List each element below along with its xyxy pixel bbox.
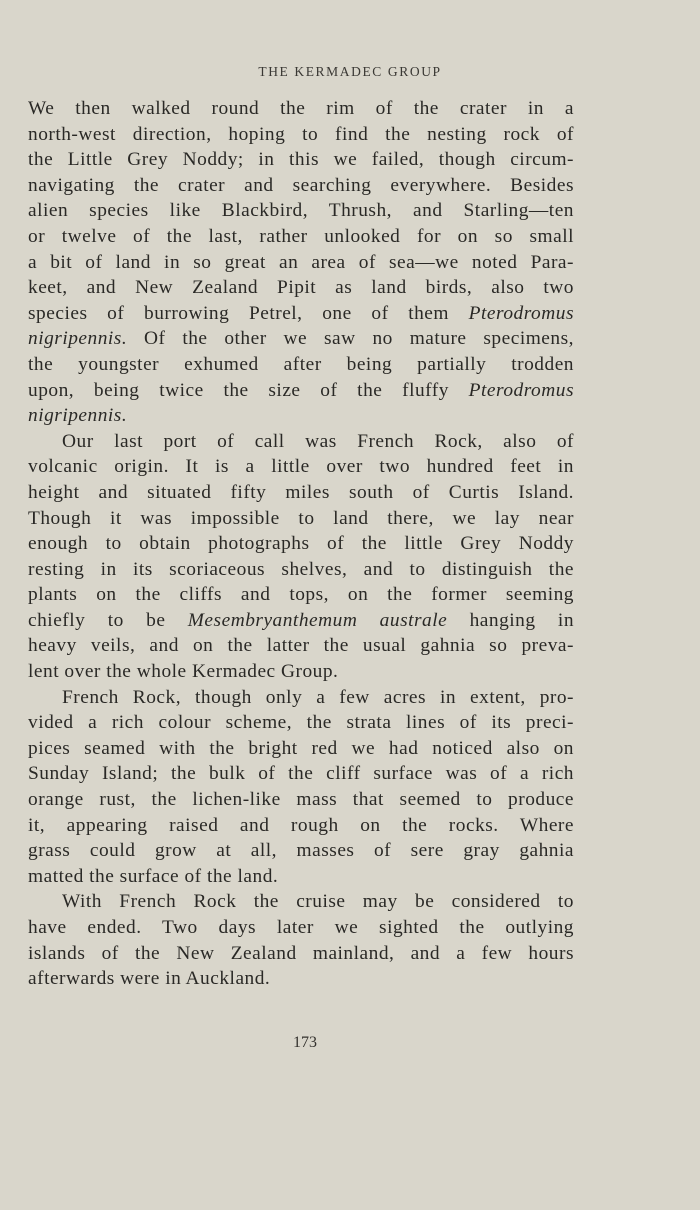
text-segment: lent over the whole Kermadec Group. <box>28 661 339 683</box>
text-line <box>28 224 574 250</box>
text-segment: Our last port of call was French Rock, also of <box>62 430 574 452</box>
italic-text: nigripennis. <box>28 328 128 350</box>
text-segment: navigating the crater and searching everywhere. Besides <box>28 174 574 196</box>
paragraph <box>28 429 574 685</box>
text-line <box>28 480 574 506</box>
text-line <box>28 761 574 787</box>
text-line <box>28 301 574 327</box>
text-segment: enough to obtain photographs of the little Grey Noddy <box>28 533 574 555</box>
text-line <box>28 147 574 173</box>
italic-text: Pterodromus <box>468 379 574 401</box>
text-segment: afterwards were in Auckland. <box>28 968 271 990</box>
text-line <box>28 966 574 992</box>
text-line <box>28 454 574 480</box>
text-line <box>28 736 574 762</box>
text-segment: vided a rich colour scheme, the strata lines of its preci- <box>28 712 574 734</box>
paragraph <box>28 889 574 991</box>
text-line <box>28 198 574 224</box>
text-line <box>28 813 574 839</box>
italic-text: nigripennis. <box>28 405 128 427</box>
text-segment: keet, and New Zealand Pipit as land birds, also two <box>28 277 574 299</box>
text-segment: north-west direction, hoping to find the nesting rock of <box>28 123 574 145</box>
text-segment: alien species like Blackbird, Thrush, and Starling—ten <box>28 200 574 222</box>
text-segment: islands of the New Zealand mainland, and a few hours <box>28 942 574 964</box>
text-segment: chiefly to be <box>28 609 188 631</box>
text-line <box>28 250 574 276</box>
text-segment: matted the surface of the land. <box>28 865 279 887</box>
paragraph <box>28 685 574 890</box>
text-line <box>28 403 574 429</box>
text-line <box>28 685 574 711</box>
text-line <box>28 787 574 813</box>
text-line <box>28 889 574 915</box>
text-segment: have ended. Two days later we sighted the outlying <box>28 917 574 938</box>
text-segment: Though it was impossible to land there, we lay near <box>28 507 574 529</box>
paragraph <box>28 96 574 429</box>
text-line <box>28 864 574 890</box>
text-line <box>28 608 574 634</box>
text-segment: the Little Grey Noddy; in this we failed, though circum- <box>28 149 574 171</box>
text-segment: the youngster exhumed after being partially trodden <box>28 353 574 375</box>
text-segment: a bit of land in so great an area of sea—we noted Para- <box>28 251 574 273</box>
text-segment: Of the other we saw no mature specimens, <box>127 328 574 350</box>
text-line <box>28 96 574 122</box>
page-number: 173 <box>293 1034 317 1051</box>
text-line <box>28 531 574 557</box>
body-text <box>28 96 574 992</box>
text-segment: Sunday Island; the bulk of the cliff surface was of a rich <box>28 763 574 785</box>
text-line <box>28 633 574 659</box>
text-line <box>28 582 574 608</box>
text-line <box>28 915 574 941</box>
text-segment: it, appearing raised and rough on the rocks. Where <box>28 814 574 836</box>
text-segment: hanging in <box>447 609 575 631</box>
text-segment: We then walked round the rim of the crater in a <box>28 98 574 119</box>
text-line <box>28 710 574 736</box>
text-line <box>28 326 574 352</box>
text-segment: upon, being twice the size of the fluffy <box>28 379 469 401</box>
italic-text: Pterodromus <box>468 302 574 324</box>
text-line <box>28 173 574 199</box>
italic-text: Mesembryanthemum australe <box>187 609 448 631</box>
text-segment: With French Rock the cruise may be considered to <box>62 891 574 913</box>
text-line <box>28 659 574 685</box>
text-segment: volcanic origin. It is a little over two hundred feet in <box>28 456 574 478</box>
text-segment: plants on the cliffs and tops, on the former seeming <box>28 584 574 606</box>
text-line <box>28 275 574 301</box>
text-line <box>28 506 574 532</box>
text-segment: heavy veils, and on the latter the usual gahnia so preva- <box>28 635 574 657</box>
text-line <box>28 941 574 967</box>
text-line <box>28 429 574 455</box>
text-line <box>28 838 574 864</box>
text-segment: grass could grow at all, masses of sere gray gahnia <box>28 840 574 862</box>
text-segment: height and situated fifty miles south of Curtis Island. <box>28 481 574 503</box>
text-line <box>28 122 574 148</box>
text-line <box>28 557 574 583</box>
text-segment: resting in its scoriaceous shelves, and to distinguish the <box>28 558 574 580</box>
text-segment: species of burrowing Petrel, one of them <box>28 302 469 324</box>
text-segment: pices seamed with the bright red we had noticed also on <box>28 737 574 759</box>
text-segment: French Rock, though only a few acres in extent, pro- <box>62 686 574 708</box>
text-line <box>28 352 574 378</box>
text-segment: or twelve of the last, rather unlooked for on so small <box>28 225 574 247</box>
text-segment: orange rust, the lichen-like mass that seemed to produce <box>28 789 574 811</box>
text-line <box>28 378 574 404</box>
running-head: THE KERMADEC GROUP <box>258 64 442 79</box>
